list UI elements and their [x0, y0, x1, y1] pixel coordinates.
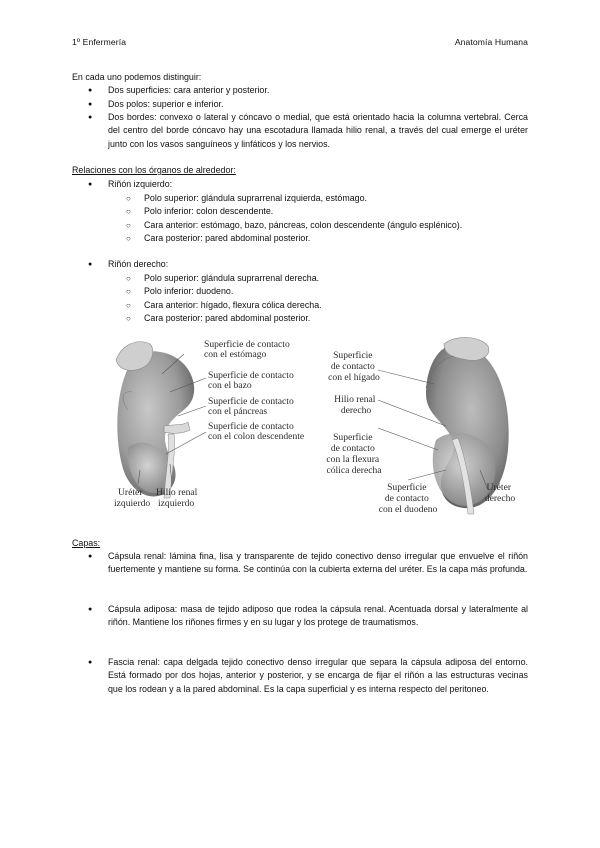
intro-text: En cada uno podemos distinguir: — [72, 72, 202, 82]
label-flexure-contact: Superficie de contacto con la flexura cólica derecha — [326, 432, 382, 476]
bullet-icon: ● — [88, 87, 93, 94]
bullet-icon: ● — [88, 606, 93, 613]
right-kidney-title: Riñón derecho: — [108, 259, 169, 269]
label-right-hilum: Hilio renal derecho — [334, 394, 376, 416]
bullet-icon: ● — [88, 659, 93, 666]
bullet-icon: ● — [88, 553, 93, 560]
label-pancreas-contact: Superficie de contacto con el páncreas — [208, 396, 294, 417]
list-item: ○ Cara anterior: estómago, bazo, páncreas, colon descendente (ángulo esplénico). — [144, 219, 528, 232]
kidney-illustration — [108, 330, 528, 528]
list-item: ○ Polo inferior: colon descendente. — [144, 205, 528, 218]
bullet-icon: ● — [88, 100, 93, 108]
list-item — [88, 258, 528, 271]
label-spleen-contact: Superficie de contacto con el bazo — [208, 370, 294, 391]
left-kidney-title: Riñón izquierdo: — [108, 179, 173, 189]
list-item: ● Dos polos: superior e inferior. — [108, 98, 528, 111]
list-item: ● Cápsula renal: lámina fina, lisa y transparente de tejido conectivo denso irregular que envuelve el riñón fuertemente y mantiene su forma. Se continúa con la cubierta externa del uréter. Es la capa más profunda. — [88, 551, 528, 575]
list-item: ○ Polo superior: glándula suprarrenal izquierda, estómago. — [144, 192, 528, 205]
list-item: ○ Cara anterior: hígado, flexura cólica derecha. — [144, 299, 528, 312]
circle-bullet-icon: ○ — [126, 193, 131, 203]
layers-heading: Capas: — [72, 538, 101, 548]
circle-bullet-icon: ○ — [126, 314, 131, 323]
list-item: ○ Polo superior: glándula suprarrenal derecha. — [144, 272, 528, 285]
bullet-icon: ● — [88, 181, 93, 188]
list-item — [88, 178, 528, 191]
kidney-relations-figure — [108, 330, 528, 528]
circle-bullet-icon: ○ — [126, 234, 131, 243]
list-item: ● Dos bordes: convexo o lateral y cóncavo o medial, que está orientado hacia la columna vertebral. Cerca del centro del borde cóncavo hay una escotadura llamada hilio renal, a través del cual emerge el uréter junto con los vasos sanguíneos y linfáticos y los nervios. — [88, 112, 528, 149]
left-kidney — [116, 342, 194, 498]
circle-bullet-icon: ○ — [126, 300, 131, 310]
list-item: ● Dos superficies: cara anterior y posterior. — [108, 84, 528, 97]
list-item: ○ Cara posterior: pared abdominal posterior. — [144, 312, 528, 325]
label-duodenum-contact: Superficie de contacto con el duodeno — [378, 482, 438, 515]
label-right-ureter: Uréter derecho — [484, 482, 516, 504]
list-item: ● Cápsula adiposa: masa de tejido adiposo que rodea la cápsula renal. Acentuada dorsal y lateralmente al riñón. Mantiene los riñones firmes y en su lugar y los protege de traumatismos. — [88, 604, 528, 628]
label-liver-contact: Superficie de contacto con el hígado — [328, 350, 380, 383]
relations-heading: Relaciones con los órganos de alrededor: — [72, 165, 236, 175]
circle-bullet-icon: ○ — [126, 220, 131, 230]
bullet-icon: ● — [88, 261, 93, 268]
circle-bullet-icon: ○ — [126, 287, 131, 296]
bullet-icon: ● — [88, 114, 93, 121]
circle-bullet-icon: ○ — [126, 273, 131, 283]
list-item: ○ Cara posterior: pared abdominal posterior. — [144, 232, 528, 245]
label-stomach-contact: Superficie de contacto con el estómago — [204, 339, 290, 360]
list-item: ○ Polo inferior: duodeno. — [144, 285, 528, 298]
list-item: ● Fascia renal: capa delgada tejido conectivo denso irregular que separa la cápsula adiposa del entorno. Está formado por dos hojas, anterior y posterior, y se encarga de fijar el riñón a las estructuras vecinas que los rodean y a la pared abdominal. Es la capa superficial y es interna respecto del peritoneo. — [88, 657, 528, 694]
header-course: 1º Enfermería — [72, 37, 127, 47]
label-left-hilum: Hilio renal izquierdo — [156, 487, 198, 509]
circle-bullet-icon: ○ — [126, 207, 131, 216]
label-left-ureter: Uréter izquierdo — [114, 487, 151, 509]
header-subject: Anatomía Humana — [454, 37, 528, 47]
label-colon-contact: Superficie de contacto con el colon descendente — [208, 421, 305, 442]
